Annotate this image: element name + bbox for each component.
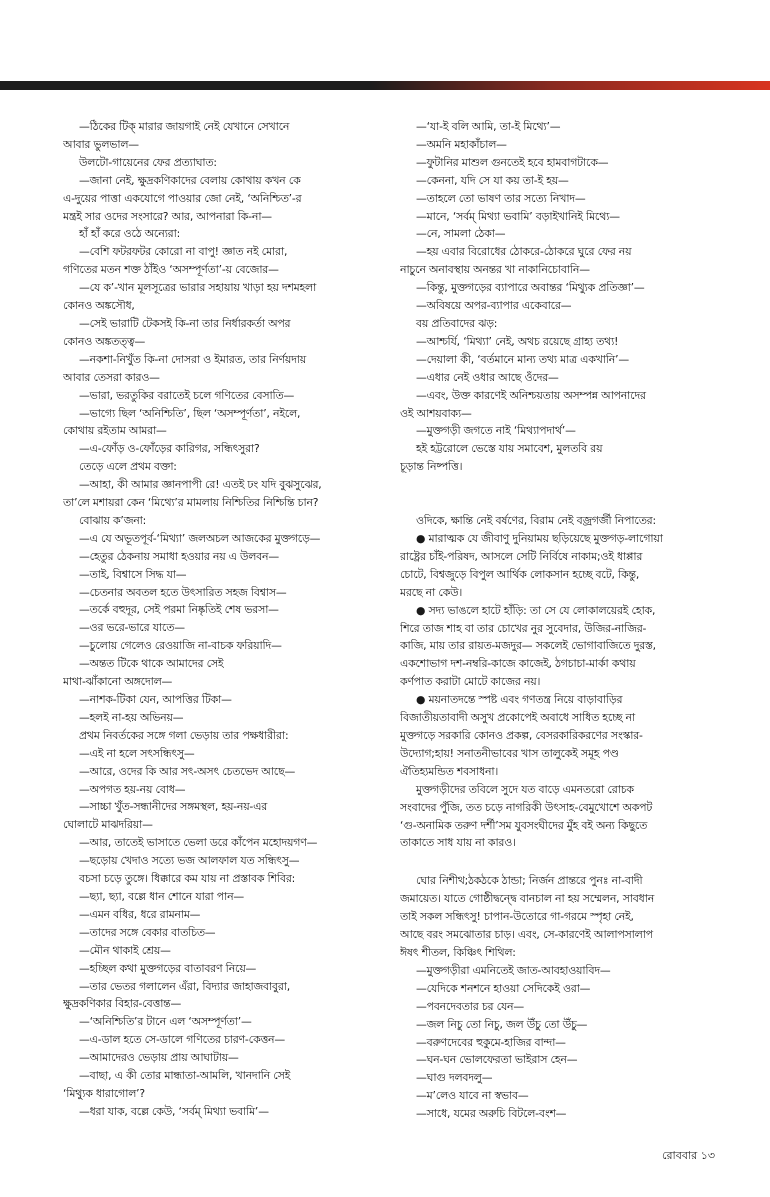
text-line: মরছে না কেউ।: [400, 585, 463, 599]
text-line: —যেদিকে শনশনে হাওয়া সেদিকেই ওরা—: [416, 981, 591, 995]
text-line: —তাই, বিশ্বাসে সিদ্ধ যা—: [79, 567, 187, 581]
text-line: একশোভাগ দশ-নম্বরি-কাজে কাজেই, ঠগচাচা-মার্কা কথায়: [400, 657, 636, 671]
text-line: চোটে, বিশ্বজুড়ে বিপুল আর্থিক লোকসান হচ্ছে বটে, কিন্তু,: [400, 567, 640, 581]
text-line: —দেয়ালা কী, ‘বর্তমানে মান্য তথ্য মাত্র একখানি’—: [416, 352, 630, 366]
text-line: —অন্তত টিকে থাকে আমাদের সেই: [79, 657, 224, 671]
page-footer-label: রোববার ১৩: [662, 1149, 715, 1162]
text-line: —মুক্তগড়ী জগতে নাই ‘মিথ্যাপদার্থ’—: [416, 424, 576, 438]
text-line: —আরে, ওদের কি আর সৎ-অসৎ চেতভেদ আছে—: [79, 764, 296, 778]
text-line: —ছ্যা, ছ্যা, বল্লে ধান শোনে যারা পান—: [79, 889, 245, 903]
article-column-right: [400, 118, 738, 1123]
text-line: প্রথম নিবর্তকের সঙ্গে গলা ভেড়ায় তার পক্ষধারীরা:: [79, 728, 289, 742]
text-line: —ঘাগু দলবদলু—: [416, 1071, 493, 1085]
text-line: কোনও অঙ্কসৌধ,: [63, 299, 135, 313]
text-line: ঈষৎ শীতল, কিঞ্চিৎ শিথিল:: [400, 945, 516, 959]
text-line: —যে ক’-খান মূলসূত্রের ভারার সহায়ায় খাড়া হয় দশমহলা: [79, 281, 317, 295]
text-line: —মুক্তগড়ীরা এমনিতেই জাত-আবহাওয়াবিদ—: [416, 963, 611, 977]
text-line: —এ-ফোঁড় ও-ফোঁড়ের কারিগর, সন্ধিৎসুরা?: [79, 442, 260, 456]
text-line: —এবং, উক্ত কারণেই অনিশ্চয়তায় অসম্পন্ন আপনাদের: [416, 388, 646, 402]
text-line: —হয় এবার বিরোধের ঠোকরে-ঠোকরে ঘুরে ফের নয়: [416, 245, 632, 259]
text-line: —ছড়োয় খেদাও সত্যে ভজ আলফাল যত সন্ধিৎসু—: [79, 854, 300, 868]
text-line: —নে, সামলা ঠেকা—: [416, 227, 506, 241]
text-line: ‘মিথ্যুক ধারাগোল’?: [63, 1086, 145, 1100]
text-line: উদ্যোগ;হায়! সনাতনীভাবের খাস তালুকেই সমূহ পণ্ড: [400, 746, 619, 760]
text-line: ঘোর নিশীথ;ঠকঠকে ঠান্ডা; নির্জন প্রান্তরে পুনঃ না-বাদী: [416, 874, 643, 888]
text-line: —আহা, কী আমার জ্ঞানপাপী রে! এতই ঢং যদি বুঝসুঝের,: [79, 478, 322, 492]
text-line: —নাশক-টিকা যেন, আপত্তির টিকা—: [79, 693, 232, 706]
text-line: ক্ষুদ্রকণিকার বিহার-বেত্তান্ত—: [63, 997, 182, 1011]
top-accent-bar: [0, 81, 770, 90]
text-line: নাচুনে অনাবস্থায় অনন্তর খা নাকানিচোবানি—: [400, 263, 590, 277]
text-line: —এমন বধির, ধরে রামনাম—: [79, 907, 201, 921]
text-line: —বাছা, এ কী তোর মান্ধাতা-আমলি, খানদানি সেই: [79, 1069, 291, 1083]
text-line: —এই না হলে সৎসন্ধিৎসু—: [79, 746, 195, 760]
text-line: বিজাতীয়তাবাদী অসুখ প্রকোপেই অবাধে সাধিত হচ্ছে না: [400, 711, 635, 725]
text-line: —এ যে অভূতপূর্ব-‘মিথ্যা’ জলঅচল আজকের মুক্তগড়ে—: [79, 531, 321, 545]
text-line: ● সদ্য ভাঙলে হাটে হাঁড়ি: তা সে যে লোকালয়েরই হোক,: [416, 603, 656, 617]
text-line: —অপগত হয়-নয় বোধ—: [79, 782, 186, 796]
section-spacer: [400, 852, 738, 872]
text-line: বচসা চড়ে তুঙ্গে। ধিক্কারে কম যায় না প্রস্তাবক শিবির:: [79, 872, 296, 886]
text-line: মাথা-ঝাঁকানো অঙ্গদোল—: [63, 675, 173, 689]
text-line: হাঁ হাঁ করে ওঠে অন্যেরা:: [79, 227, 181, 241]
text-line: —তার ভেতর গলালেন এঁরা, বিদ্যার জাহাজবাবুরা,: [79, 979, 291, 993]
text-line: —জানা নেই, ক্ষুদ্রকণিকাদের বেলায় কোথায় কখন কে: [79, 173, 301, 187]
text-line: —হলই না-হয় অভিনয়—: [79, 710, 184, 724]
text-line: —কেননা, যদি সে যা কয় তা-ই হয়—: [416, 173, 569, 187]
text-line: কাজি, মায় তার রায়ত-মজদুর— সকলেই ভোগাবাজিতে দুরস্ত,: [400, 639, 656, 653]
text-line: —আমাদেরও ভেড়ায় প্রায় আঘাটায়—: [79, 1051, 239, 1065]
text-line: —এধার নেই ওধার আছে ওঁদের—: [416, 370, 559, 384]
text-line: ● ময়নাতদন্তে স্পষ্ট এবং গণতন্ত্র নিয়ে বাড়াবাড়ির: [416, 693, 623, 707]
text-line: শিরে তাজ শাহ বা তার চোখের নুর সুবেদার, উজির-নাজির-: [400, 621, 647, 635]
text-line: গণিতের মতন শক্ত ঠাঁইও ‘অসম্পূর্ণতা’-য় বেজোর—: [63, 263, 279, 277]
text-line: তাই সকল সন্ধিৎসু! চাপান-উতোরে গা-গরমে স্পৃহা নেই,: [400, 910, 634, 924]
text-line: হই হট্টরোলে ভেস্তে যায় সমাবেশ, মুলতবি রয়: [416, 442, 603, 456]
text-line: কোথায় রইতাম আমরা—: [63, 424, 167, 438]
right-section-night: [400, 872, 738, 1123]
text-line: ঘোলাটে মাঝদরিয়া—: [63, 818, 153, 832]
text-line: ‘গু-অনামিক তরুণ দর্শী’সম যুবসংঘীদের মুঁহ বই অন্য কিছুতে: [400, 818, 648, 832]
text-line: —বেশি ফটরফটর কোরো না বাপু! জ্ঞাত নই মোরা,: [79, 245, 288, 259]
text-line: —অবিষয়ে অপর-ব্যাপার একেবারে—: [416, 299, 572, 313]
text-line: —ম’লেও যাবে না স্বভাব—: [416, 1089, 529, 1103]
text-line: —‘যা-ই বলি আমি, তা-ই মিথ্যে’—: [416, 120, 561, 133]
text-line: —আর, তাতেই ভাসাতে ভেলা ডরে কাঁপেন মহোদয়গণ—: [79, 836, 318, 850]
text-line: ওদিকে, ক্ষান্তি নেই বর্ষণের, বিরাম নেই বজ্রগর্জী নিপাতের:: [416, 514, 656, 528]
text-line: —অমনি মহাকাঁচাল—: [416, 137, 507, 151]
text-line: উলটো-গায়েনের ফের প্রত্যাঘাত:: [79, 155, 217, 169]
text-line: আছে বরং সমঝোতার চাড়। এবং, সে-কারণেই আলাপসালাপ: [400, 928, 653, 942]
text-line: মন্ত্রই সার ওদের সংসারে? আর, আপনারা কি-না—: [63, 209, 272, 223]
text-line: —সাচ্চা খুঁত-সন্ধানীদের সঙ্গমস্থল, হয়-নয়-এর: [79, 800, 268, 814]
text-line: —আশ্চর্যি, ‘মিথ্যা’ নেই, অথচ রয়েছে গ্রাহ্য তথ্য!: [416, 334, 619, 348]
text-line: —পবনদেবতার চর যেন—: [416, 999, 524, 1013]
text-line: আবার তেসরা কারও—: [63, 370, 160, 384]
text-line: চূড়ান্ত নিষ্পত্তি।: [400, 460, 463, 474]
text-line: রাষ্ট্রের চাঁই-পরিষদ, আসলে সেটি নির্বিষে নাকাম;ওই ধাপ্পার: [400, 549, 643, 563]
right-section-dialogue: [400, 118, 738, 476]
text-line: —চেতনার অবতল হতে উৎসারিত সহজ বিশ্বাস—: [79, 585, 287, 599]
text-line: —তাদের সঙ্গে বেকার বাতচিত—: [79, 925, 216, 939]
text-line: ঐতিহ্যমন্ডিত শবসাধনা।: [400, 764, 499, 778]
text-line: —জল নিচু তো নিচু, জল উঁচু তো উঁচু—: [416, 1017, 588, 1031]
text-line: —মানে, ‘সর্বম্ মিথ্যা ভবামি’ বড়াইখানিই মিথ্যে—: [416, 209, 620, 223]
article-column-left: [63, 118, 395, 1121]
text-line: —মৌন থাকাই শ্রেয়—: [79, 943, 171, 957]
text-line: ● মারাত্মক যে জীবাণু দুনিয়াময় ছড়িয়েছে মুক্তগড়-লাগোয়া: [416, 532, 663, 546]
text-line: —চুলোয় গেলেও রেওয়াজি না-বাচক ফরিয়াদি—: [79, 639, 282, 653]
text-line: বোঝায় ক’জনা:: [79, 513, 147, 527]
text-line: জমায়েত। যাতে গোষ্ঠীদ্বন্দ্বে বানচাল না হয় সম্মেলন, সাবধান: [400, 892, 654, 906]
text-line: —হচ্ছিল কথা মুক্তগড়ের বাতাবরণ নিয়ে—: [79, 961, 257, 975]
text-line: ওই আশয়বাক্য—: [400, 406, 472, 420]
text-line: —ধরা যাক, বল্লে কেউ, ‘সর্বম্ মিথ্যা ভবামি’—: [79, 1104, 269, 1118]
text-line: —বরুণদেবের হুকুমে-হাজির বান্দা—: [416, 1035, 566, 1049]
text-line: —তাহলে তো ভাষণ তার সত্যে নিখাদ—: [416, 191, 586, 205]
text-line: —এ-ডাল হতে সে-ডালে গণিতের চারণ-কেত্তন—: [79, 1033, 285, 1047]
text-line: বয় প্রতিবাদের ঝড়:: [416, 316, 498, 330]
text-line: —সাধে, যমের অরুচি বিটলে-বংশ—: [416, 1107, 567, 1121]
text-line: —ঘন-ঘন ভোলফেরতা ভাইরাস হেন—: [416, 1053, 578, 1067]
text-line: সংবাদের পুঁজি, তত চড়ে নাগরিকী উৎসাহ-বেমুখোশে অকপট: [400, 800, 653, 814]
text-line: তেড়ে এলে প্রথম বক্তা:: [79, 460, 177, 474]
text-line: মুক্তগড়ীদের তবিলে সুদে যত বাড়ে এমনতরো রোচক: [416, 782, 634, 796]
right-section-news: [400, 512, 738, 852]
text-line: কর্ণপাত করাটা মোটে কাজের নয়।: [400, 675, 541, 689]
text-line: এ-দুয়ের পাত্তা একযোগে পাওয়ার জো নেই, ‘অনিশ্চিত’-র: [63, 191, 302, 205]
text-line: তা’লে মশায়রা কেন ‘মিথ্যে’র মামলায় নিশ্চিতির নিশ্চিন্তি চান?: [63, 496, 319, 510]
text-line: —ওর ভরে-ভারে যাতে—: [79, 621, 185, 635]
text-line: —‘অনিশ্চিতি’র টানে এল ‘অসম্পূর্ণতা’—: [79, 1015, 252, 1029]
text-line: —নকশা-নিখুঁত কি-না দোসরা ও ইমারত, তার নির্ণয়দায়: [79, 352, 306, 366]
section-spacer: [400, 476, 738, 512]
text-line: তাকাতে সাধ যায় না কারও।: [400, 836, 516, 850]
text-line: —তর্কে বহুদূর, সেই পরমা নিষ্কৃতিই শেষ ভরসা—: [79, 603, 279, 617]
text-line: —ফুটানির মাশুল গুনতেই হবে হামবাগটাকে—: [416, 155, 609, 169]
text-line: কোনও অঙ্কতত্ত্ব—: [63, 334, 146, 348]
text-line: —সেই ভারাটি টেকসই কি-না তার নির্ধারকর্তা অপর: [79, 316, 291, 330]
text-line: মুক্তগড়ে সরকারি কোনও প্রকল্প, বেসরকারিকরণের সংস্কার-: [400, 729, 643, 742]
text-line: আবার ভুলভাল—: [63, 137, 139, 151]
text-line: —ভাগ্যে ছিল ‘অনিশ্চিতি’, ছিল ‘অসম্পূর্ণতা’, নইলে,: [79, 406, 301, 420]
text-line: —হেতুর ঠেকনায় সমাধা হওয়ার নয় এ উলবন—: [79, 549, 279, 563]
text-line: —কিন্তু, মুক্তগড়ের ব্যাপারে অবান্তর ‘মিথ্যুক প্রতিজ্ঞা’—: [416, 281, 645, 295]
text-line: —ভারা, ভরতুকির বরাতেই চলে গণিতের বেসাতি—: [79, 388, 295, 402]
text-line: —ঠিকের টিক্ মারার জায়গাই নেই যেখানে সেখানে: [79, 120, 290, 133]
